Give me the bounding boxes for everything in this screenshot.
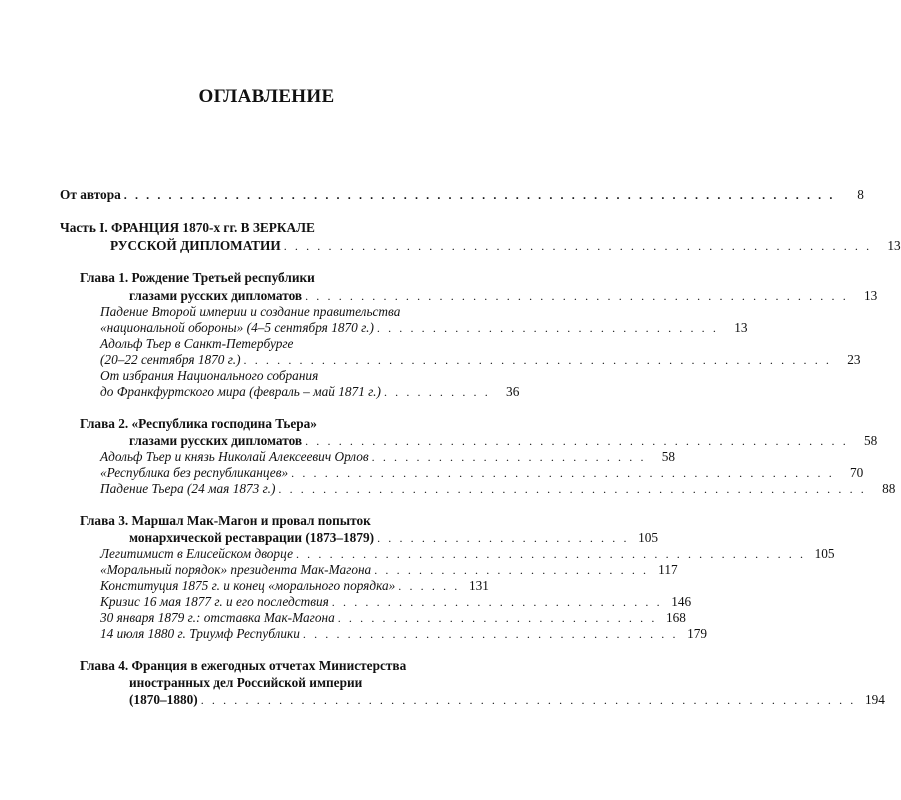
page-title: ОГЛАВЛЕНИЕ <box>198 86 335 107</box>
toc-page-number: 13 <box>887 238 901 253</box>
dot-leader: . . . . . . . . . . . . . . . . . . . . . . . . . <box>371 450 647 464</box>
toc-page-number: 58 <box>661 449 676 464</box>
toc-page-number: 194 <box>864 692 885 707</box>
dot-leader: . . . . . . . . . . . . . . . . . . . . . . . . . . . . . <box>337 611 657 625</box>
toc-page-number: 36 <box>506 384 520 399</box>
dot-leader: . . . . . . . . . . . . . . . . . . . . . . . . . . . . . . . . . . . . . . . . . . . . . . . . . . . . . . . . . . . . . . . . <box>123 188 835 202</box>
toc-page-number: 88 <box>882 481 896 496</box>
toc-page-number: 13 <box>734 320 748 335</box>
toc-entry-label: (1870–1880) <box>129 692 198 707</box>
dot-leader: . . . . . . . . . . . . . . . . . . . . . . . . . . . . . . . . . . <box>302 627 679 641</box>
toc-part-heading[interactable]: Часть I. ФРАНЦИЯ 1870-х гг. В ЗЕРКАЛЕ <box>60 220 315 235</box>
toc-subsection[interactable] <box>100 383 520 401</box>
dot-leader: . . . . . . <box>398 579 460 593</box>
dot-leader: . . . . . . . . . . . . . . . . . . . . . . . . . . . . . . . . . . . . . . . . . . . . . . . . . . . . . <box>278 482 867 496</box>
toc-entry-label: От автора <box>60 187 121 202</box>
toc-entry-label: Адольф Тьер и князь Николай Алексеевич Орлов <box>100 449 369 464</box>
toc-page-number: 13 <box>864 288 878 303</box>
toc-entry-label: «национальной обороны» (4–5 сентября 1870 г.) <box>100 320 374 335</box>
toc-entry-label: «Моральный порядок» президента Мак-Магона <box>100 562 372 577</box>
toc-subsection[interactable] <box>100 625 708 643</box>
toc-page-number: 105 <box>814 546 835 561</box>
dot-leader: . . . . . . . . . . . . . . . . . . . . . . . . . . . . . . . . . . . . . . . . . . . . . . . . . . . . . . . . . . . <box>200 693 856 707</box>
toc-page-number: 8 <box>857 187 864 202</box>
toc-entry-label: Падение Тьера (24 мая 1873 г.) <box>100 481 276 496</box>
toc-page-number: 105 <box>638 530 659 545</box>
dot-leader: . . . . . . . . . . . . . . . . . . . . . . . . . . . . . . . . . . . . . . . . . . . . . . . . . . . . . <box>243 353 832 367</box>
toc-entry-label: Легитимист в Елисейском дворце <box>100 546 293 561</box>
toc-entry-from-author[interactable] <box>60 186 864 204</box>
dot-leader: . . . . . . . . . . . . . . . . . . . . . . . . . <box>374 563 649 577</box>
dot-leader: . . . . . . . . . . . . . . . . . . . . . . . <box>377 531 630 545</box>
dot-leader: . . . . . . . . . . . . . . . . . . . . . . . . . . . . . . . . . . . . . . . . . . . . . . . . . <box>291 466 835 480</box>
toc-chapter-heading[interactable]: Глава 3. Маршал Мак-Магон и провал попыток <box>80 513 371 528</box>
toc-page-number: 70 <box>850 465 864 480</box>
toc-page-number: 23 <box>847 352 861 367</box>
toc-entry-label: (20–22 сентября 1870 г.) <box>100 352 241 367</box>
toc-subsection[interactable] <box>100 480 896 498</box>
dot-leader: . . . . . . . . . . . . . . . . . . . . . . . . . . . . . . . . . . . . . . . . . . . . . . <box>295 547 806 561</box>
toc-chapter-heading-line[interactable]: иностранных дел Российской империи <box>129 675 363 690</box>
toc-entry-label: 14 июля 1880 г. Триумф Республики <box>100 626 300 641</box>
toc-page-number: 117 <box>658 562 678 577</box>
toc-entry-label: монархической реставрации (1873–1879) <box>129 530 375 545</box>
dot-leader: . . . . . . . . . . <box>383 385 491 399</box>
toc-entry-label: до Франкфуртского мира (февраль – май 1871 г.) <box>100 384 381 399</box>
toc-entry-label: Кризис 16 мая 1877 г. и его последствия <box>100 594 329 609</box>
toc-page-number: 168 <box>665 610 686 625</box>
toc-chapter-heading[interactable]: Глава 4. Франция в ежегодных отчетах Министерства <box>80 658 407 673</box>
toc-page-number: 58 <box>864 433 878 448</box>
toc-chapter-heading[interactable]: Глава 1. Рождение Третьей республики <box>80 270 315 285</box>
toc-chapter-heading[interactable]: Глава 2. «Республика господина Тьера» <box>80 416 317 431</box>
toc-subsection-line[interactable]: От избрания Национального собрания <box>100 368 319 383</box>
toc-entry-label: 30 января 1879 г.: отставка Мак-Магона <box>100 610 335 625</box>
toc-subsection-line[interactable]: Падение Второй империи и создание правительства <box>100 304 401 319</box>
dot-leader: . . . . . . . . . . . . . . . . . . . . . . . . . . . . . . . . . . . . . . . . . . . . . . . . . . . . . <box>283 239 872 253</box>
toc-subsection-line[interactable]: Адольф Тьер в Санкт-Петербурге <box>100 336 294 351</box>
toc-entry-label: глазами русских дипломатов <box>129 288 303 303</box>
toc-entry-label: «Республика без республиканцев» <box>100 465 289 480</box>
toc-entry-label: РУССКОЙ ДИПЛОМАТИИ <box>110 238 281 253</box>
toc-entry-chapter4[interactable] <box>129 691 885 709</box>
toc-page-number: 146 <box>671 594 692 609</box>
dot-leader: . . . . . . . . . . . . . . . . . . . . . . . . . . . . . . . <box>376 321 719 335</box>
dot-leader: . . . . . . . . . . . . . . . . . . . . . . . . . . . . . . <box>331 595 663 609</box>
dot-leader: . . . . . . . . . . . . . . . . . . . . . . . . . . . . . . . . . . . . . . . . . . . . . . . . . <box>305 434 849 448</box>
toc-page-number: 179 <box>687 626 708 641</box>
toc-entry-label: Конституция 1875 г. и конец «морального порядка» <box>100 578 396 593</box>
toc-page-number: 131 <box>468 578 489 593</box>
toc-entry-part1[interactable] <box>110 237 901 255</box>
toc-entry-label: глазами русских дипломатов <box>129 433 303 448</box>
dot-leader: . . . . . . . . . . . . . . . . . . . . . . . . . . . . . . . . . . . . . . . . . . . . . . . . . <box>305 289 849 303</box>
